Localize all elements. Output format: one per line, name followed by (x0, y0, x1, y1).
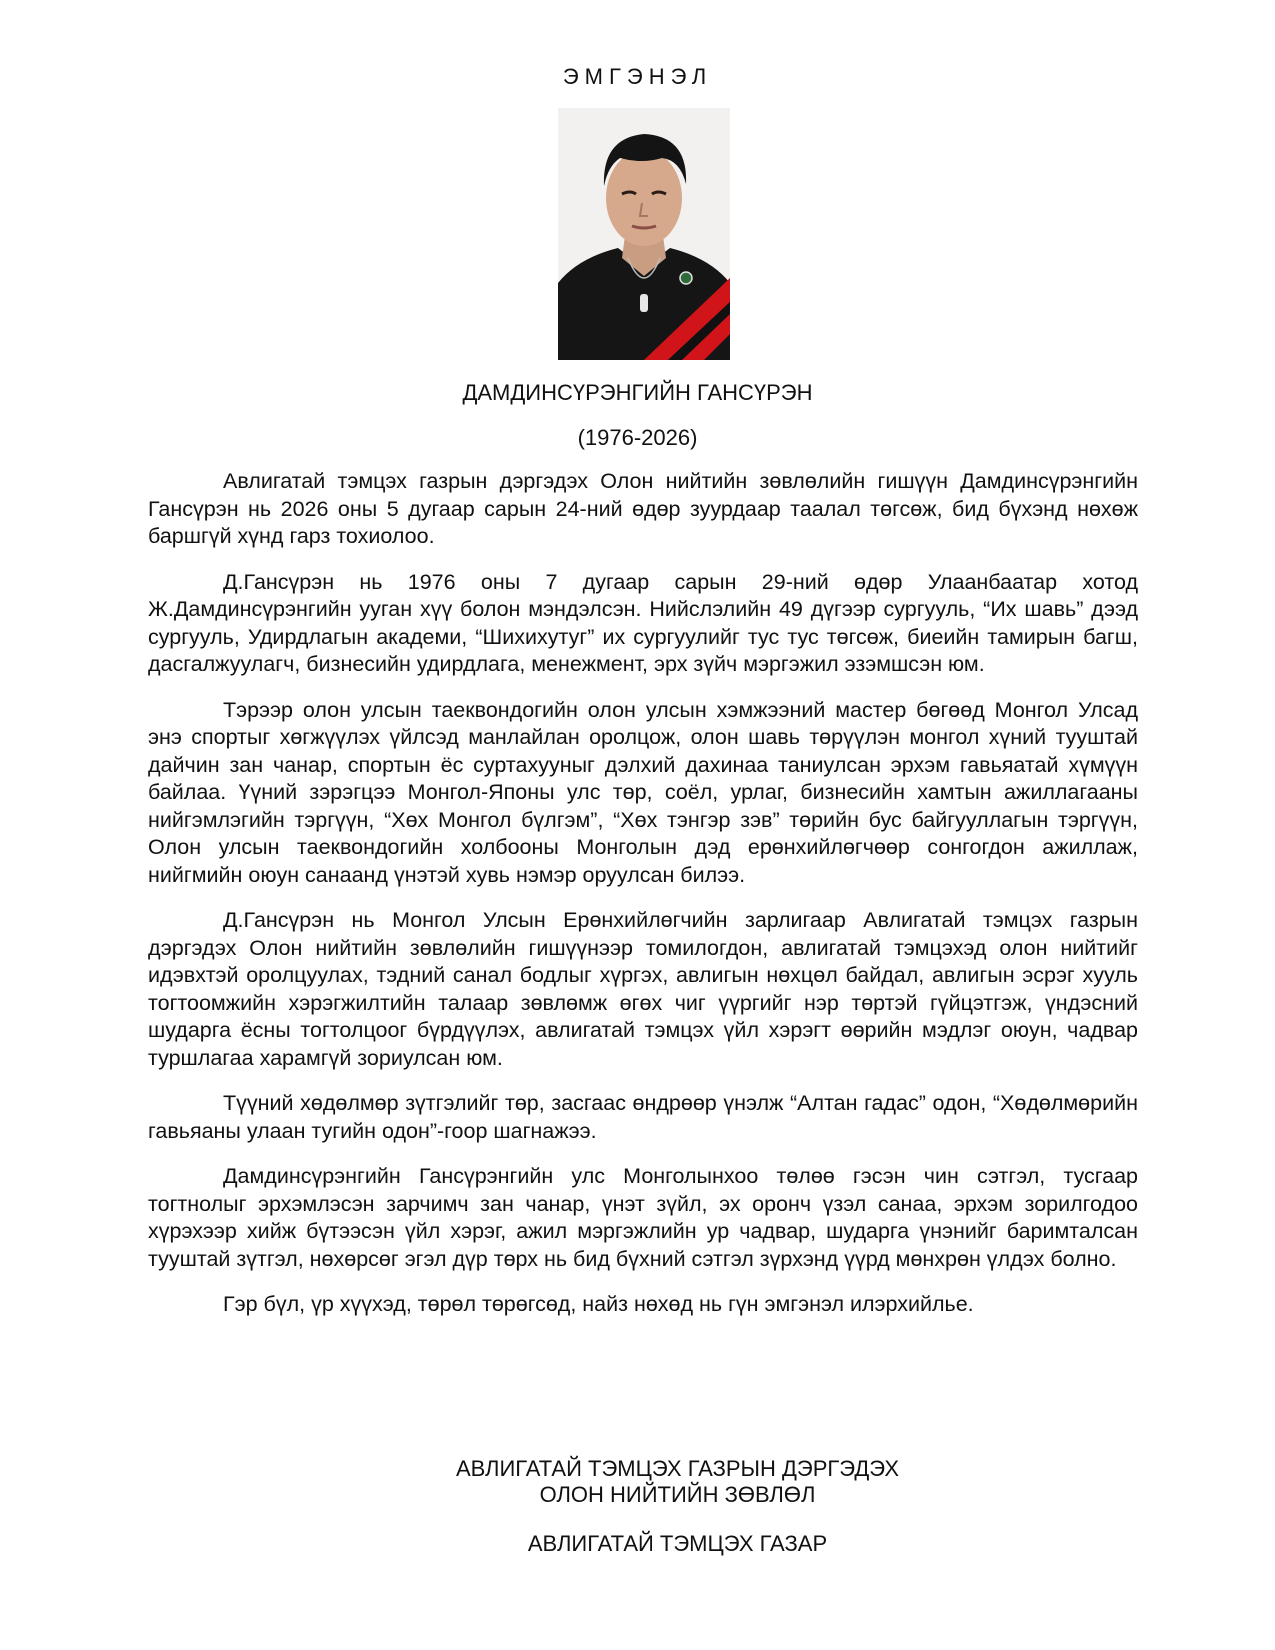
paragraph: Д.Гансүрэн нь 1976 оны 7 дугаар сарын 29-ний өдөр Улаанбаатар хотод Ж.Дамдинсүрэнгийн ууган хүү болон мэндэлсэн. Нийслэлийн 49 дүгээр сургууль, “Их шавь” дээд сургууль, Удирдлагын академи, “Шихихутуг” их сургуулийг тус тус төгсөж, биеийн тамирын багш, дасгалжуулагч, бизнесийн удирдлага, менежмент, эрх зүйч мэргэжил эзэмшсэн юм. (148, 569, 1138, 676)
paragraph: Авлигатай тэмцэх газрын дэргэдэх Олон нийтийн зөвлөлийн гишүүн Дамдинсүрэнгийн Гансүрэн нь 2026 оны 5 дугаар сарын 24-ний өдөр зуурдаар таалал төгсөж, бид бүхэнд нөхөж баршгүй хүнд гарз тохиолоо. (148, 469, 1138, 548)
obituary-body (148, 468, 1138, 1337)
page-title: ЭМГЭНЭЛ (562, 64, 713, 89)
signature-line: АВЛИГАТАЙ ТЭМЦЭХ ГАЗРЫН ДЭРГЭДЭХ (455, 1456, 900, 1481)
paragraph: Д.Гансүрэн нь Монгол Улсын Ерөнхийлөгчийн зарлигаар Авлигатай тэмцэх газрын дэргэдэх Олон нийтийн зөвлөлийн гишүүнээр томилогдон, авлигатай тэмцэхэд олон нийтийг идэвхтэй оролцуулах, тэдний санал бодлыг хүргэх, авлигын нөхцөл байдал, авлигын эсрэг хууль тогтоомжийн хэрэгжилтийн талаар зөвлөмж өгөх чиг үүргийг нэр төртэй гүйцэтгэж, үндэсний шударга ёсны тогтолцоог бүрдүүлэх, авлигатай тэмцэх үйл хэрэгт өөрийн мэдлэг оюун, чадвар туршлагаа харамгүй зориулсан юм. (148, 908, 1138, 1070)
person-years: (1976-2026) (577, 425, 698, 450)
signature-line: ОЛОН НИЙТИЙН ЗӨВЛӨЛ (539, 1482, 816, 1507)
paragraph: Түүний хөдөлмөр зүтгэлийг төр, засгаас өндрөөр үнэлж “Алтан гадас” одон, “Хөдөлмөрийн гавьяаны улаан тугийн одон”-гоор шагнажээ. (148, 1091, 1138, 1143)
paragraph: Дамдинсүрэнгийн Гансүрэнгийн улс Монголынхоо төлөө гэсэн чин сэтгэл, тусгаар тогтнолыг эрхэмлэсэн зарчимч зан чанар, үнэт зүйл, эх оронч үзэл санаа, эрхэм зорилгодоо хүрэхээр хийж бүтээсэн үйл хэрэг, ажил мэргэжлийн ур чадвар, шударга үнэнийг баримталсан тууштай зүтгэл, нөхөрсөг эгэл дүр төрх нь бид бүхний сэтгэл зүрхэнд үүрд мөнхрөн үлдэх болно. (148, 1164, 1138, 1271)
signature-block-council (40, 1456, 1275, 1508)
paragraph: Тэрээр олон улсын таеквондогийн олон улсын хэмжээний мастер бөгөөд Монгол Улсад энэ спортыг хөгжүүлэх үйлсэд манлайлан оролцож, олон шавь төрүүлэн монгол хүний тууштай дайчин зан чанар, спортын ёс суртахууныг дэлхий дахинаа таниулсан эрхэм гавьяатай хүмүүн байлаа. Үүний зэрэгцээ Монгол-Японы улс төр, соёл, урлаг, бизнесийн хамтын ажиллагааны нийгэмлэгийн тэргүүн, “Хөх Монгол бүлгэм”, “Хөх тэнгэр зэв” төрийн бус байгууллагын тэргүүн, Олон улсын таеквондогийн холбооны Монголын дэд ерөнхийлөгчөөр сонгогдон ажиллаж, нийгмийн оюун санаанд үнэтэй хувь нэмэр оруулсан билээ. (148, 697, 1138, 887)
signature-line: АВЛИГАТАЙ ТЭМЦЭХ ГАЗАР (527, 1531, 828, 1556)
portrait-photo (558, 108, 730, 360)
person-name: ДАМДИНСҮРЭНГИЙН ГАНСҮРЭН (462, 380, 813, 405)
signature-block-agency (40, 1531, 1275, 1557)
closing-line: Гэр бүл, үр хүүхэд, төрөл төрөгсөд, найз нөхөд нь гүн эмгэнэл илэрхийлье. (223, 1292, 974, 1316)
